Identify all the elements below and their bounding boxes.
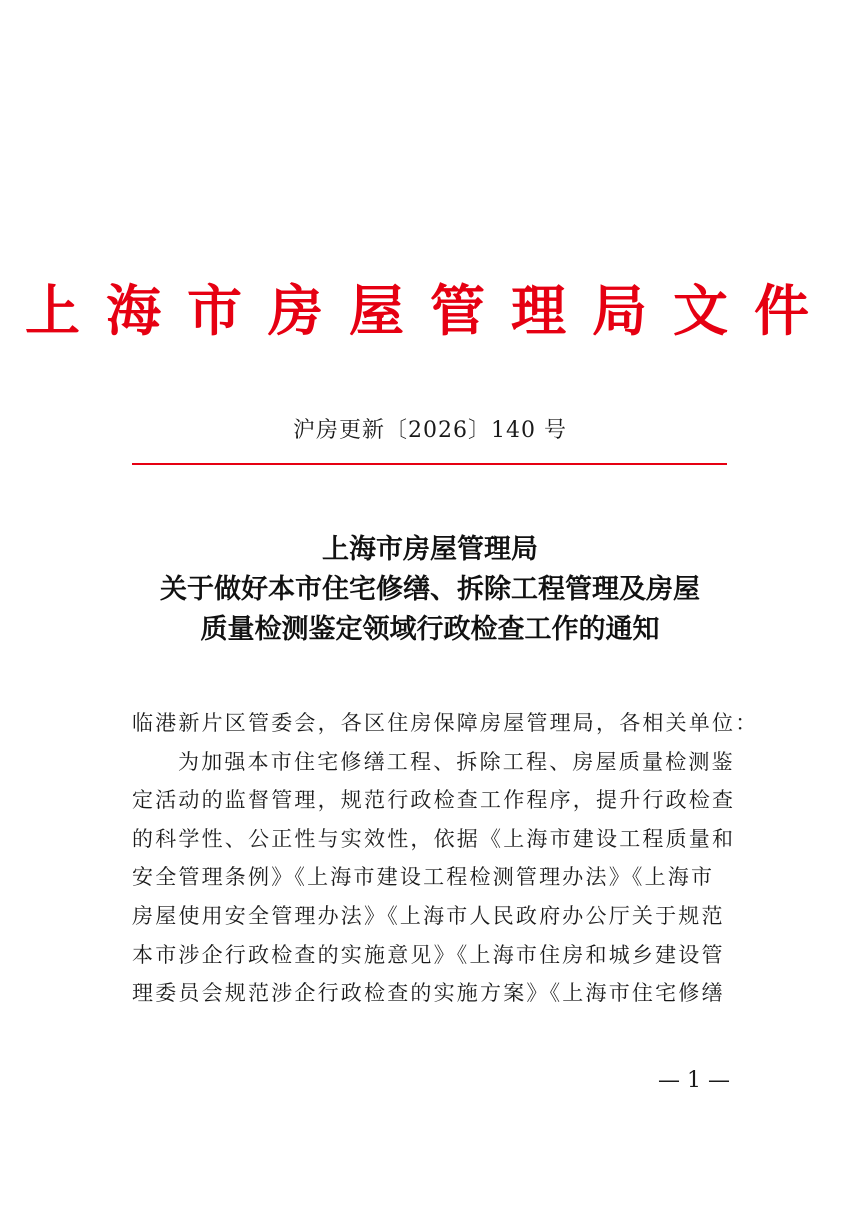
notice-title-line: 质量检测鉴定领域行政检查工作的通知 <box>200 614 660 645</box>
page-number: — 1 — <box>658 1068 730 1093</box>
paragraph-line: 安全管理条例》《上海市建设工程检测管理办法》《上海市 <box>132 865 715 890</box>
notice-title-line: 上海市房屋管理局 <box>322 534 538 565</box>
notice-title <box>0 530 860 650</box>
paragraph-line: 为加强本市住宅修缮工程、拆除工程、房屋质量检测鉴 <box>178 749 735 774</box>
paragraph-line: 定活动的监督管理，规范行政检查工作程序，提升行政检查 <box>132 788 736 813</box>
document-number: 沪房更新〔2026〕140 号 <box>293 418 567 443</box>
document-header-title: 上海市房屋管理局文件 <box>24 278 835 343</box>
notice-title-line: 关于做好本市住宅修缮、拆除工程管理及房屋 <box>160 574 700 605</box>
paragraph-line: 的科学性、公正性与实效性，依据《上海市建设工程质量和 <box>132 826 736 851</box>
notice-body <box>132 704 759 1013</box>
paragraph-line: 本市涉企行政检查的实施意见》《上海市住房和城乡建设管 <box>132 942 725 967</box>
paragraph-line: 房屋使用安全管理办法》《上海市人民政府办公厅关于规范 <box>132 903 725 928</box>
paragraph-line: 理委员会规范涉企行政检查的实施方案》《上海市住宅修缮 <box>132 981 725 1006</box>
red-divider-line <box>132 463 727 465</box>
addressee-line: 临港新片区管委会，各区住房保障房屋管理局，各相关单位： <box>132 711 759 735</box>
